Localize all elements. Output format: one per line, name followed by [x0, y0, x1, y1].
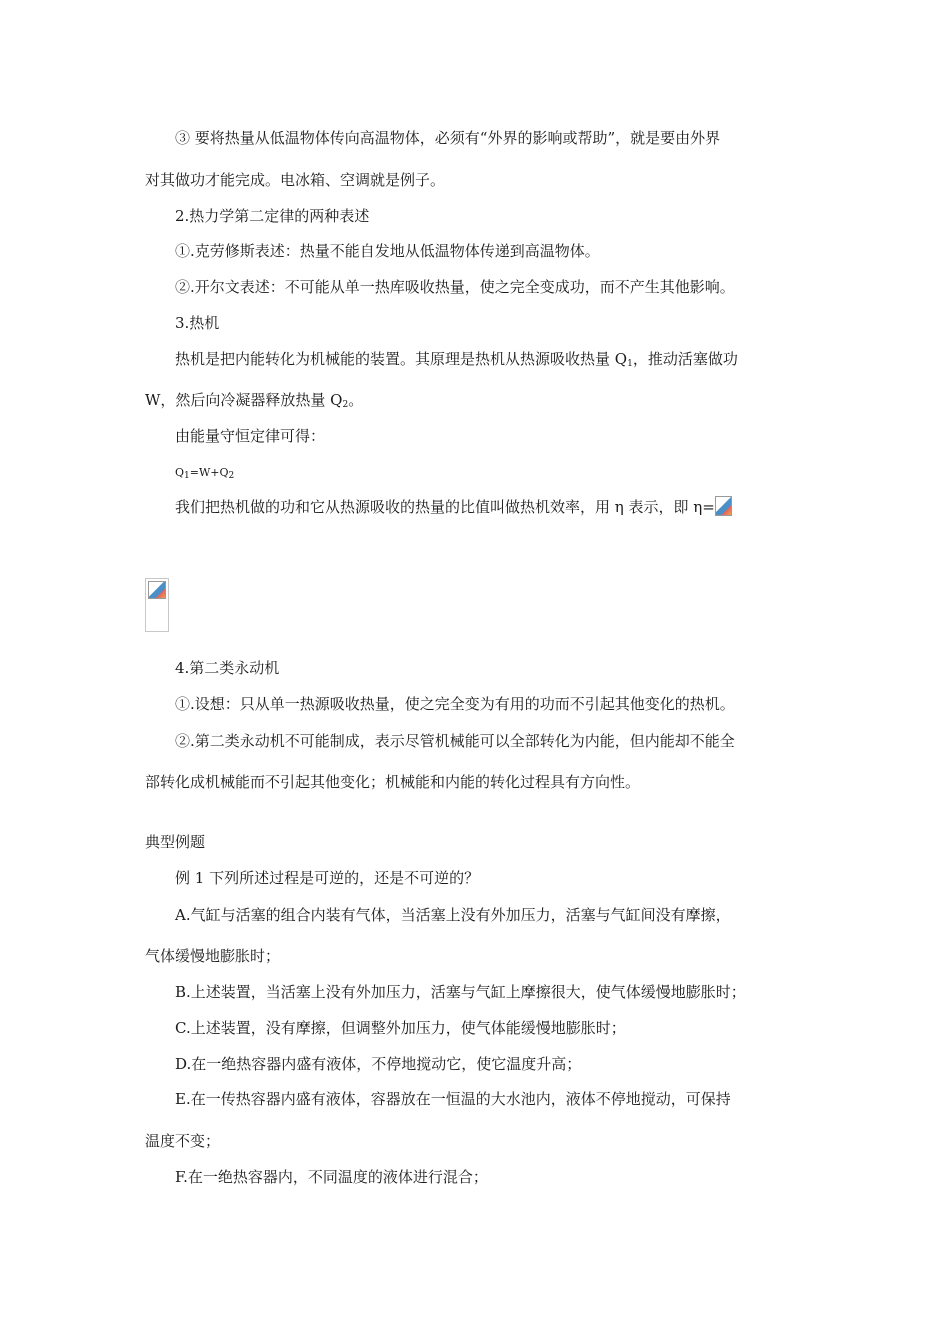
- text-run: W，然后向冷凝器释放热量 Q: [145, 391, 343, 409]
- subscript: 2: [342, 400, 349, 410]
- paragraph-line: ②.第二类永动机不可能制成，表示尽管机械能可以全部转化为内能，但内能却不能全: [175, 732, 735, 750]
- paragraph-line: 对其做功才能完成。电冰箱、空调就是例子。: [145, 171, 446, 189]
- broken-image-icon: [148, 581, 166, 599]
- paragraph-line: [145, 390, 363, 410]
- section-heading: 2.热力学第二定律的两种表述: [175, 207, 370, 225]
- option-line: B.上述装置，当活塞上没有外加压力，活塞与气缸上摩擦很大，使气体缓慢地膨胀时；: [175, 983, 746, 1001]
- option-line: C.上述装置，没有摩擦，但调整外加压力，使气体能缓慢地膨胀时；: [175, 1019, 626, 1037]
- text-run: 热机是把内能转化为机械能的装置。其原理是热机从热源吸收热量 Q: [175, 350, 628, 368]
- option-line: A.气缸与活塞的组合内装有气体，当活塞上没有外加压力，活塞与气缸间没有摩擦，: [175, 906, 731, 924]
- section-heading: 4.第二类永动机: [175, 659, 280, 677]
- section-heading: 典型例题: [145, 833, 206, 851]
- example-title: 例 1 下列所述过程是可逆的，还是不可逆的？: [175, 869, 480, 887]
- paragraph-line: ②.开尔文表述：不可能从单一热库吸收热量，使之完全变成功，而不产生其他影响。: [175, 278, 735, 296]
- broken-image-icon: [715, 496, 732, 516]
- text-run: ，推动活塞做功: [632, 350, 738, 368]
- subscript: 1: [627, 359, 633, 369]
- paragraph-line: 由能量守恒定律可得：: [175, 427, 326, 445]
- paragraph-line: [175, 496, 732, 517]
- section-heading: 3.热机: [175, 314, 220, 332]
- paragraph-line: ①.克劳修斯表述：热量不能自发地从低温物体传递到高温物体。: [175, 242, 600, 260]
- option-line: F.在一绝热容器内，不同温度的液体进行混合；: [175, 1168, 488, 1186]
- paragraph-line: ①.设想：只从单一热源吸收热量，使之完全变为有用的功而不引起其他变化的热机。: [175, 695, 735, 713]
- image-placeholder: [145, 578, 169, 632]
- option-line: 气体缓慢地膨胀时；: [145, 947, 281, 965]
- option-line: E.在一传热容器内盛有液体，容器放在一恒温的大水池内，液体不停地搅动，可保持: [175, 1090, 731, 1108]
- paragraph-line: [175, 349, 738, 369]
- text-run: 我们把热机做的功和它从热源吸收的热量的比值叫做热机效率，用 η 表示，即 η=: [175, 498, 715, 516]
- text-run: =W+Q: [189, 466, 229, 479]
- text-run: 。: [348, 391, 364, 409]
- text-run: Q: [175, 466, 185, 479]
- paragraph-line: ③ 要将热量从低温物体传向高温物体，必须有“外界的影响或帮助”，就是要由外界: [175, 129, 721, 147]
- option-line: 温度不变；: [145, 1132, 221, 1150]
- subscript: 1: [184, 471, 190, 481]
- option-line: D.在一绝热容器内盛有液体，不停地搅动它，使它温度升高；: [175, 1055, 582, 1073]
- paragraph-line: 部转化成机械能而不引起其他变化；机械能和内能的转化过程具有方向性。: [145, 773, 641, 791]
- equation: [175, 463, 234, 483]
- subscript: 2: [228, 471, 235, 481]
